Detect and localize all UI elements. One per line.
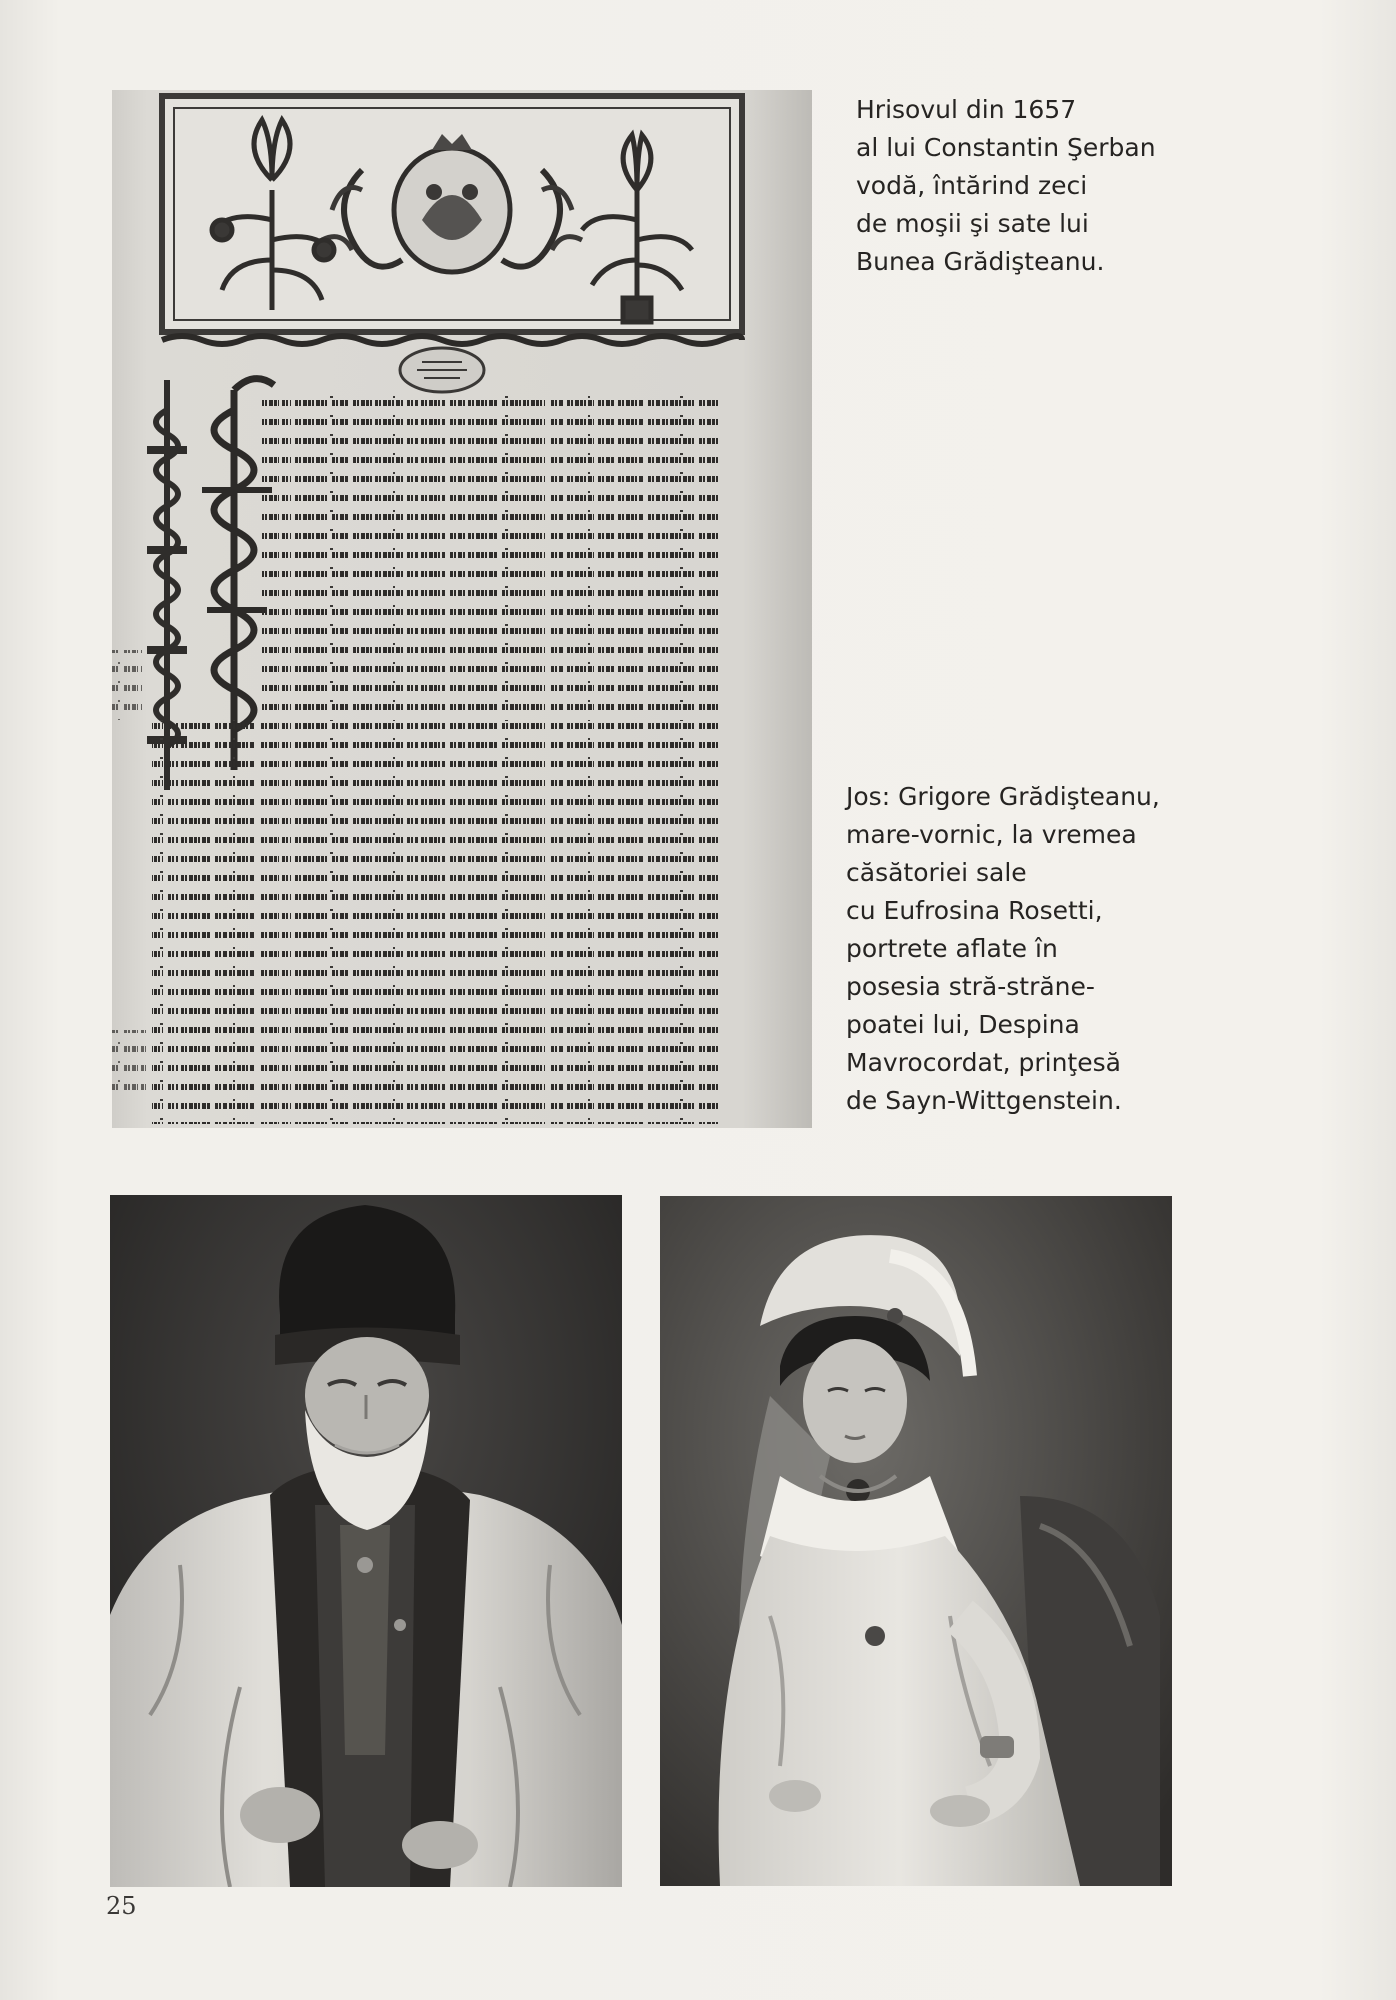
caption-line: Bunea Grădişteanu. xyxy=(856,247,1105,276)
manuscript-illustration xyxy=(112,90,812,1128)
caption-line: de Sayn-Wittgenstein. xyxy=(846,1086,1122,1115)
portrait-woman-illustration xyxy=(660,1196,1172,1886)
portrait-eufrosina-rosetti xyxy=(660,1196,1172,1886)
caption-line: al lui Constantin Şerban xyxy=(856,133,1156,162)
caption-portraits xyxy=(846,778,1160,1120)
caption-line: mare-vornic, la vremea xyxy=(846,820,1137,849)
caption-line: vodă, întărind zeci xyxy=(856,171,1088,200)
caption-line: de moşii şi sate lui xyxy=(856,209,1089,238)
portrait-man-illustration xyxy=(110,1195,622,1887)
page-number: 25 xyxy=(106,1892,137,1920)
caption-line: Jos: Grigore Grădişteanu, xyxy=(846,782,1160,811)
caption-line: cu Eufrosina Rosetti, xyxy=(846,896,1103,925)
caption-line: posesia stră-străne- xyxy=(846,972,1095,1001)
manuscript-image xyxy=(112,90,812,1128)
caption-line: căsătoriei sale xyxy=(846,858,1027,887)
caption-line: poatei lui, Despina xyxy=(846,1010,1080,1039)
caption-line: portrete aflate în xyxy=(846,934,1058,963)
caption-line: Hrisovul din 1657 xyxy=(856,95,1077,124)
portrait-grigore-gradisteanu xyxy=(110,1195,622,1887)
caption-line: Mavrocordat, prinţesă xyxy=(846,1048,1121,1077)
caption-manuscript xyxy=(856,91,1156,281)
